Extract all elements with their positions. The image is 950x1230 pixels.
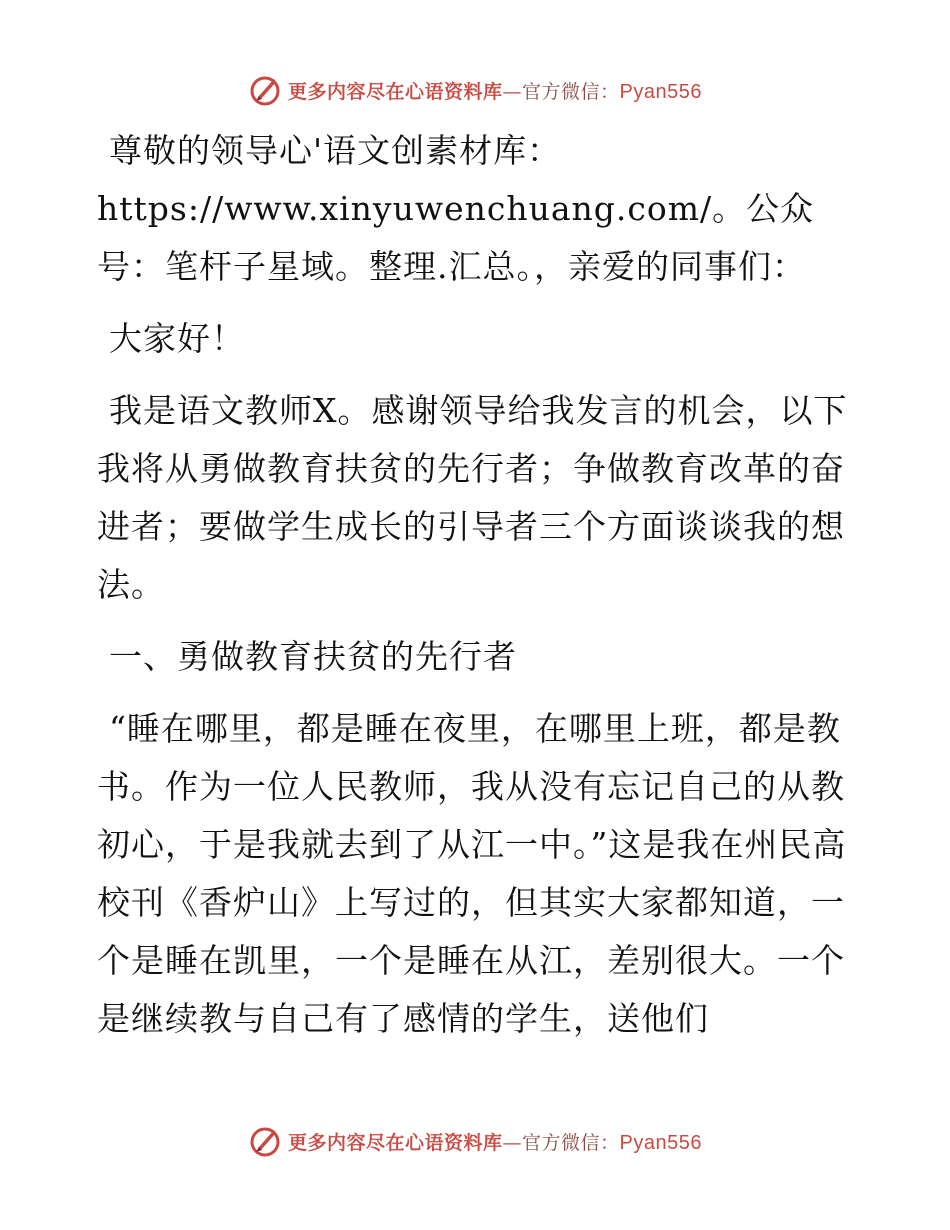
- footer-promo: 更多内容尽在心语资料库: [288, 1131, 503, 1154]
- salutation-paragraph: 尊敬的领导心'语文创素材库：https://www.xinyuwenchuang.com/。公众号：笔杆子星域。整理.汇总。，亲爱的同事们：: [97, 131, 815, 286]
- footer-dash: —: [502, 1131, 523, 1154]
- header-dash: —: [502, 80, 523, 103]
- intro-paragraph: 我是语文教师X。感谢领导给我发言的机会，以下我将从勇做教育扶贫的先行者；争做教育改革的奋进者；要做学生成长的引导者三个方面谈谈我的想法。: [97, 391, 848, 604]
- header-text: [288, 77, 702, 104]
- footer-wechat-id: Pyan556: [619, 1131, 702, 1154]
- greeting-paragraph: 大家好！: [109, 319, 245, 358]
- header-wechat-id: Pyan556: [619, 80, 702, 103]
- header-promo: 更多内容尽在心语资料库: [288, 80, 503, 103]
- footer-text: [288, 1128, 702, 1155]
- footer-banner: [0, 1121, 950, 1161]
- section-paragraph: “睡在哪里，都是睡在夜里，在哪里上班，都是教书。作为一位人民教师，我从没有忘记自己的从教初心，于是我就去到了从江一中。”这是我在州民高校刊《香炉山》上写过的，但其实大家都知道，一个是睡在凯里，一个是睡在从江，差别很大。一个是继续教与自己有了感情的学生，送他们: [97, 709, 847, 1038]
- footer-wechat-label: 官方微信：: [522, 1131, 620, 1154]
- section-heading: 一、勇做教育扶贫的先行者: [109, 637, 517, 676]
- quill-logo-icon: [248, 73, 282, 107]
- quill-logo-icon: [248, 1124, 282, 1158]
- header-banner: [0, 70, 950, 110]
- document-body: [97, 122, 857, 1062]
- header-wechat-label: 官方微信：: [522, 80, 620, 103]
